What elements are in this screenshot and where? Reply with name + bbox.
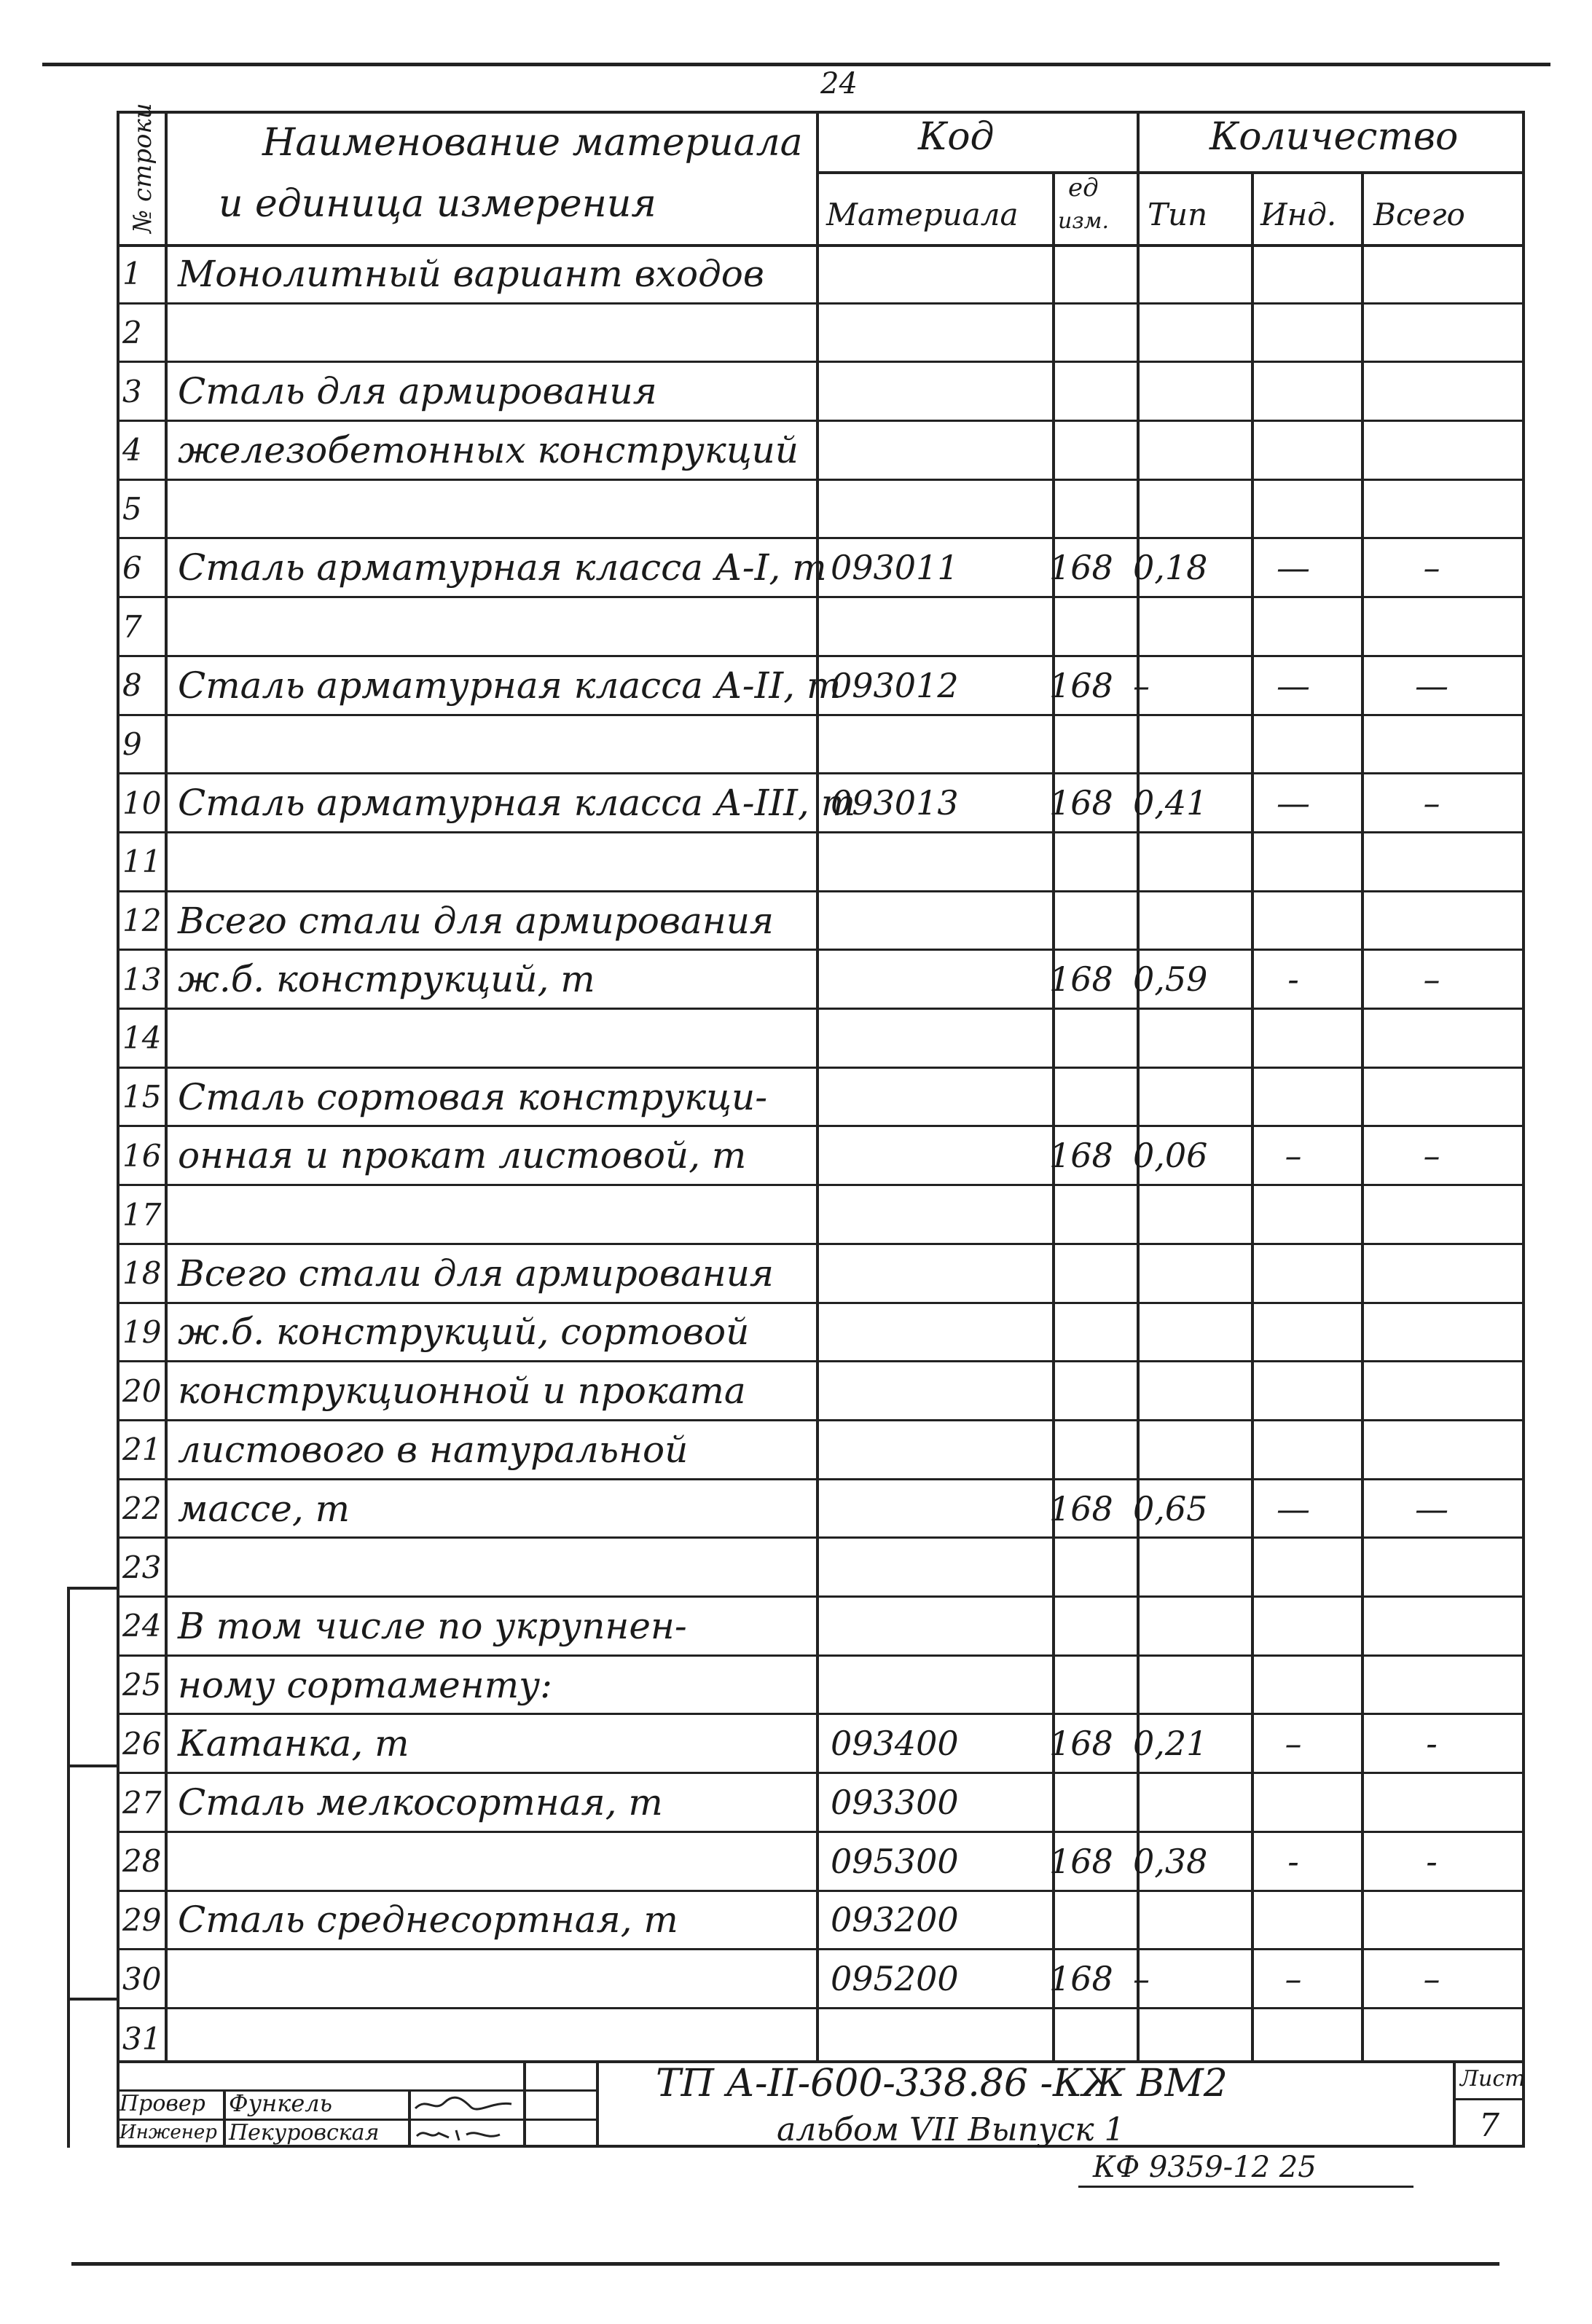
- table-row: [117, 1421, 1525, 1480]
- name-header-line2: и единица измерения: [219, 182, 656, 226]
- qty-ind: –: [1285, 1136, 1302, 1176]
- material-name: В том числе по укрупнен-: [178, 1604, 687, 1647]
- unit-code: [1042, 1010, 1137, 1067]
- qty-all: [1352, 481, 1512, 538]
- row-number: 25: [122, 1667, 162, 1703]
- qty-ind: [1242, 363, 1344, 420]
- qty-all: [1352, 833, 1512, 890]
- row-number: 8: [122, 667, 142, 704]
- qty-tip: [1126, 481, 1242, 538]
- qty-tip: [1126, 1539, 1242, 1595]
- material-code: [816, 1128, 976, 1185]
- row-number: 30: [122, 1960, 162, 1997]
- unit-code: 168: [1049, 1136, 1113, 1176]
- row-number: 12: [122, 903, 162, 939]
- qty-ind-header: Инд.: [1260, 197, 1337, 232]
- material-code: [816, 716, 976, 773]
- table-row: [117, 1010, 1525, 1069]
- unit-code: [1042, 1069, 1137, 1126]
- table-row: [117, 657, 1525, 716]
- unit-code: 168: [1049, 1724, 1113, 1764]
- material-code: [816, 246, 976, 302]
- material-code: [816, 305, 976, 361]
- quantity-header: Количество: [1209, 115, 1459, 159]
- material-code: [816, 1598, 976, 1654]
- table-row: [117, 716, 1525, 775]
- material-name: железобетонных конструкций: [178, 428, 799, 471]
- material-name: [178, 1010, 819, 1067]
- unit-code: [1042, 1304, 1137, 1361]
- page-number: 24: [820, 67, 858, 101]
- qty-tip: –: [1133, 1959, 1150, 1999]
- qty-all: [1352, 598, 1512, 655]
- material-name: Монолитный вариант входов: [178, 252, 765, 295]
- qty-all: [1352, 1539, 1512, 1595]
- material-name: [178, 1833, 819, 1890]
- material-code: [816, 833, 976, 890]
- document-code: ТП А-II-600-338.86 -КЖ ВМ2: [656, 2062, 1228, 2105]
- table-row: [117, 833, 1525, 892]
- row-number: 16: [122, 1137, 162, 1174]
- unit-code: 168: [1049, 548, 1113, 588]
- qty-all: —: [1415, 665, 1448, 705]
- row-number: 6: [122, 549, 142, 586]
- material-code: [816, 1421, 976, 1478]
- row-number: 10: [122, 785, 162, 821]
- row-number: 18: [122, 1255, 162, 1292]
- table-row: [117, 1598, 1525, 1657]
- table-row: [117, 1362, 1525, 1421]
- qty-tip: [1126, 892, 1242, 949]
- qty-tip: 0,06: [1133, 1136, 1208, 1176]
- qty-tip: 0,21: [1133, 1724, 1208, 1764]
- qty-ind: [1242, 1774, 1344, 1831]
- unit-code: [1042, 1362, 1137, 1419]
- material-name: [178, 481, 819, 538]
- row-number: 23: [122, 1549, 162, 1585]
- qty-ind: —: [1277, 1488, 1310, 1528]
- qty-ind: [1242, 1539, 1344, 1595]
- margin-line-tick: [67, 1998, 118, 2001]
- qty-tip: [1126, 363, 1242, 420]
- tb-role-2: Инженер: [119, 2121, 217, 2143]
- archive-stamp: КФ 9359-12 25: [1093, 2151, 1317, 2184]
- row-number: 28: [122, 1843, 162, 1880]
- qty-ind: [1242, 1892, 1344, 1949]
- qty-tip: [1126, 1304, 1242, 1361]
- qty-tip: [1126, 1362, 1242, 1419]
- table-row: [117, 1480, 1525, 1539]
- table-row: [117, 363, 1525, 422]
- qty-ind: [1242, 305, 1344, 361]
- qty-ind: -: [1287, 1841, 1299, 1881]
- table-row: [117, 1657, 1525, 1716]
- table-row: [117, 1186, 1525, 1245]
- qty-tip: 0,18: [1133, 548, 1208, 588]
- unit-code: [1042, 1421, 1137, 1478]
- material-name: Сталь арматурная класса А-I, т: [178, 546, 827, 589]
- album-line: альбом VII Выпуск 1: [777, 2111, 1125, 2148]
- row-number: 14: [122, 1020, 162, 1056]
- qty-all: –: [1423, 783, 1440, 823]
- qty-all: –: [1423, 1959, 1440, 1999]
- qty-ind: –: [1285, 1959, 1302, 1999]
- table-row: [117, 774, 1525, 833]
- header-subdivider: [816, 171, 1525, 174]
- unit-code: [1042, 305, 1137, 361]
- material-name: Сталь для армирования: [178, 370, 657, 413]
- row-number: 21: [122, 1432, 162, 1468]
- material-code: 095300: [831, 1841, 959, 1881]
- unit-code: 168: [1049, 665, 1113, 705]
- row-number: 31: [122, 2020, 162, 2057]
- qty-tip: [1126, 1010, 1242, 1067]
- unit-code: [1042, 1657, 1137, 1713]
- qty-tip: [1126, 598, 1242, 655]
- tb-role-1: Провер: [119, 2091, 205, 2116]
- row-number: 26: [122, 1725, 162, 1762]
- qty-all-header: Всего: [1373, 197, 1465, 232]
- qty-ind: [1242, 1362, 1344, 1419]
- material-code: [816, 1010, 976, 1067]
- table-row: [117, 598, 1525, 657]
- material-code: 095200: [831, 1959, 959, 1999]
- qty-ind: —: [1277, 548, 1310, 588]
- material-name: Катанка, т: [178, 1722, 409, 1765]
- row-number: 5: [122, 491, 142, 527]
- qty-ind: –: [1285, 1724, 1302, 1764]
- qty-ind: —: [1277, 783, 1310, 823]
- qty-ind: [1242, 1245, 1344, 1302]
- qty-all: [1352, 1304, 1512, 1361]
- qty-ind: [1242, 1069, 1344, 1126]
- qty-all: [1352, 2009, 1512, 2068]
- qty-tip: [1126, 422, 1242, 479]
- material-code: 093012: [831, 665, 959, 705]
- qty-tip: [1126, 1069, 1242, 1126]
- table-row: [117, 422, 1525, 481]
- qty-ind: [1242, 422, 1344, 479]
- material-code: [816, 1186, 976, 1243]
- tb-hline-3: [1453, 2098, 1525, 2100]
- qty-tip: [1126, 1657, 1242, 1713]
- qty-all: [1352, 1362, 1512, 1419]
- sheet-number: 7: [1479, 2107, 1499, 2144]
- top-rule: [42, 63, 1550, 66]
- qty-tip: 0,59: [1133, 959, 1208, 1000]
- qty-ind: [1242, 2009, 1344, 2068]
- row-number: 15: [122, 1079, 162, 1115]
- tb-divider-5: [1453, 2060, 1456, 2148]
- qty-all: [1352, 1421, 1512, 1478]
- unit-code: 168: [1049, 1841, 1113, 1881]
- qty-all: -: [1426, 1841, 1438, 1881]
- material-code: [816, 363, 976, 420]
- unit-code: [1042, 246, 1137, 302]
- material-name: Сталь среднесортная, т: [178, 1899, 678, 1942]
- material-code: [816, 2009, 976, 2068]
- tb-person-1: Функель: [229, 2089, 333, 2117]
- qty-tip: [1126, 716, 1242, 773]
- row-number: 19: [122, 1314, 162, 1350]
- row-number: 29: [122, 1901, 162, 1938]
- qty-tip: [1126, 1892, 1242, 1949]
- material-name: конструкционной и проката: [178, 1370, 746, 1413]
- row-number: 22: [122, 1491, 162, 1527]
- unit-code: [1042, 716, 1137, 773]
- unit-code: [1042, 892, 1137, 949]
- qty-all: —: [1415, 1488, 1448, 1528]
- qty-all: [1352, 1245, 1512, 1302]
- tb-divider-4: [596, 2060, 599, 2148]
- material-name: Сталь сортовая конструкци-: [178, 1075, 768, 1118]
- tb-divider-3: [523, 2060, 526, 2148]
- margin-line-tick: [67, 1587, 118, 1590]
- qty-all: -: [1426, 1724, 1438, 1764]
- material-name: Сталь арматурная класса А-III, т: [178, 782, 856, 825]
- qty-all: [1352, 1069, 1512, 1126]
- material-code: [816, 1304, 976, 1361]
- qty-all: –: [1423, 959, 1440, 1000]
- row-number: 11: [122, 844, 162, 880]
- qty-tip: [1126, 1774, 1242, 1831]
- material-code: [816, 1245, 976, 1302]
- table-row: [117, 1950, 1525, 2009]
- material-name: [178, 1950, 819, 2007]
- name-header-line1: Наименование материала: [262, 121, 803, 165]
- qty-ind: [1242, 1304, 1344, 1361]
- unit-code: [1042, 363, 1137, 420]
- material-name: Сталь мелкосортная, т: [178, 1781, 663, 1824]
- material-code: [816, 951, 976, 1008]
- qty-tip: –: [1133, 665, 1150, 705]
- material-code: [816, 422, 976, 479]
- material-code: [816, 892, 976, 949]
- material-code: 093013: [831, 783, 959, 823]
- material-code: 093011: [831, 548, 959, 588]
- qty-tip: 0,65: [1133, 1488, 1208, 1528]
- qty-ind: [1242, 716, 1344, 773]
- qty-all: [1352, 1657, 1512, 1713]
- material-name: [178, 305, 819, 361]
- qty-tip: [1126, 833, 1242, 890]
- material-code: [816, 1069, 976, 1126]
- material-name: ж.б. конструкций, т: [178, 958, 595, 1001]
- unit-code: 168: [1049, 783, 1113, 823]
- material-code: [816, 1657, 976, 1713]
- qty-all: [1352, 1598, 1512, 1654]
- bottom-rule: [71, 2262, 1499, 2266]
- table-row: [117, 2009, 1525, 2068]
- qty-all: [1352, 1186, 1512, 1243]
- row-number-header: № строки: [128, 103, 157, 233]
- qty-all: [1352, 892, 1512, 949]
- qty-tip: [1126, 246, 1242, 302]
- qty-all: [1352, 1010, 1512, 1067]
- qty-tip: [1126, 1598, 1242, 1654]
- material-name: ж.б. конструкций, сортовой: [178, 1311, 750, 1354]
- material-name: массе, т: [178, 1487, 350, 1530]
- qty-ind: [1242, 833, 1344, 890]
- unit-code: [1042, 1245, 1137, 1302]
- row-number: 7: [122, 608, 142, 645]
- material-name: [178, 833, 819, 890]
- qty-all: [1352, 246, 1512, 302]
- table-row: [117, 305, 1525, 364]
- qty-tip: [1126, 1421, 1242, 1478]
- qty-all: [1352, 422, 1512, 479]
- table-row: [117, 540, 1525, 599]
- unit-code: [1042, 1598, 1137, 1654]
- material-code: 093400: [831, 1724, 959, 1764]
- material-code: 093200: [831, 1900, 959, 1940]
- material-code: [816, 598, 976, 655]
- table-row: [117, 1774, 1525, 1833]
- qty-ind: [1242, 1598, 1344, 1654]
- qty-all: –: [1423, 548, 1440, 588]
- signature-2: [412, 2121, 514, 2146]
- material-name: листового в натуральной: [178, 1428, 689, 1471]
- qty-tip-header: Тип: [1148, 197, 1208, 232]
- material-code: [816, 481, 976, 538]
- row-number: 13: [122, 961, 162, 997]
- material-name: онная и прокат листовой, т: [178, 1134, 747, 1177]
- material-name: Сталь арматурная класса А-II, т: [178, 664, 842, 707]
- row-number: 2: [122, 315, 142, 351]
- qty-all: –: [1423, 1136, 1440, 1176]
- unit-code: 168: [1049, 1488, 1113, 1528]
- qty-tip: [1126, 1186, 1242, 1243]
- table-row: [117, 1716, 1525, 1775]
- table-row: [117, 1304, 1525, 1363]
- table-row: [117, 1128, 1525, 1187]
- material-name: [178, 598, 819, 655]
- row-number: 17: [122, 1196, 162, 1233]
- table-row: [117, 951, 1525, 1010]
- unit-code: [1042, 422, 1137, 479]
- stamp-underline: [1078, 2186, 1413, 2188]
- unit-code: [1042, 833, 1137, 890]
- signature-1: [412, 2092, 514, 2117]
- tb-person-2: Пекуровская: [229, 2120, 380, 2146]
- qty-ind: -: [1287, 959, 1299, 1000]
- row-number: 3: [122, 373, 142, 409]
- row-number: 20: [122, 1373, 162, 1409]
- material-name: [178, 1186, 819, 1243]
- unit-code: [1042, 598, 1137, 655]
- material-code: [816, 1362, 976, 1419]
- qty-ind: [1242, 246, 1344, 302]
- table-row: [117, 481, 1525, 540]
- row-number: 4: [122, 432, 142, 468]
- code-header: Код: [918, 115, 995, 159]
- material-code: [816, 1539, 976, 1595]
- table-row: [117, 246, 1525, 305]
- unit-code: 168: [1049, 1959, 1113, 1999]
- qty-ind: [1242, 892, 1344, 949]
- unit-code: [1042, 1774, 1137, 1831]
- material-name: ному сортаменту:: [178, 1663, 552, 1706]
- qty-tip: [1126, 305, 1242, 361]
- row-number: 24: [122, 1608, 162, 1644]
- qty-ind: —: [1277, 665, 1310, 705]
- sheet-label: Лист: [1460, 2066, 1526, 2092]
- table-row: [117, 1892, 1525, 1951]
- unit-code: [1042, 1186, 1137, 1243]
- qty-tip: [1126, 1245, 1242, 1302]
- qty-ind: [1242, 481, 1344, 538]
- unit-code: [1042, 1892, 1137, 1949]
- qty-all: [1352, 1892, 1512, 1949]
- qty-ind: [1242, 1186, 1344, 1243]
- margin-line-vertical: [67, 1587, 70, 2148]
- material-name: [178, 1539, 819, 1595]
- margin-line-tick: [67, 1764, 118, 1767]
- table-row: [117, 1245, 1525, 1304]
- qty-ind: [1242, 1010, 1344, 1067]
- material-name: [178, 2009, 819, 2068]
- qty-ind: [1242, 598, 1344, 655]
- qty-all: [1352, 716, 1512, 773]
- material-code: 093300: [831, 1783, 959, 1823]
- unit-code: [1042, 1539, 1137, 1595]
- table-row: [117, 892, 1525, 951]
- code-unit-header-2: изм.: [1058, 208, 1110, 234]
- qty-all: [1352, 363, 1512, 420]
- qty-ind: [1242, 1657, 1344, 1713]
- row-number: 9: [122, 726, 142, 762]
- row-number: 1: [122, 256, 142, 292]
- qty-tip: 0,41: [1133, 783, 1208, 823]
- code-material-header: Материала: [826, 197, 1019, 232]
- table-row: [117, 1539, 1525, 1598]
- material-name: Всего стали для армирования: [178, 899, 775, 942]
- qty-all: [1352, 1774, 1512, 1831]
- material-code: [816, 1480, 976, 1537]
- table-row: [117, 1833, 1525, 1892]
- qty-all: [1352, 305, 1512, 361]
- qty-ind: [1242, 1421, 1344, 1478]
- code-unit-header-1: ед: [1068, 173, 1099, 203]
- table-row: [117, 1069, 1525, 1128]
- qty-tip: 0,38: [1133, 1841, 1208, 1881]
- unit-code: [1042, 481, 1137, 538]
- unit-code: 168: [1049, 959, 1113, 1000]
- unit-code: [1042, 2009, 1137, 2068]
- qty-tip: [1126, 2009, 1242, 2068]
- material-name: [178, 716, 819, 773]
- row-number: 27: [122, 1784, 162, 1821]
- material-name: Всего стали для армирования: [178, 1252, 775, 1295]
